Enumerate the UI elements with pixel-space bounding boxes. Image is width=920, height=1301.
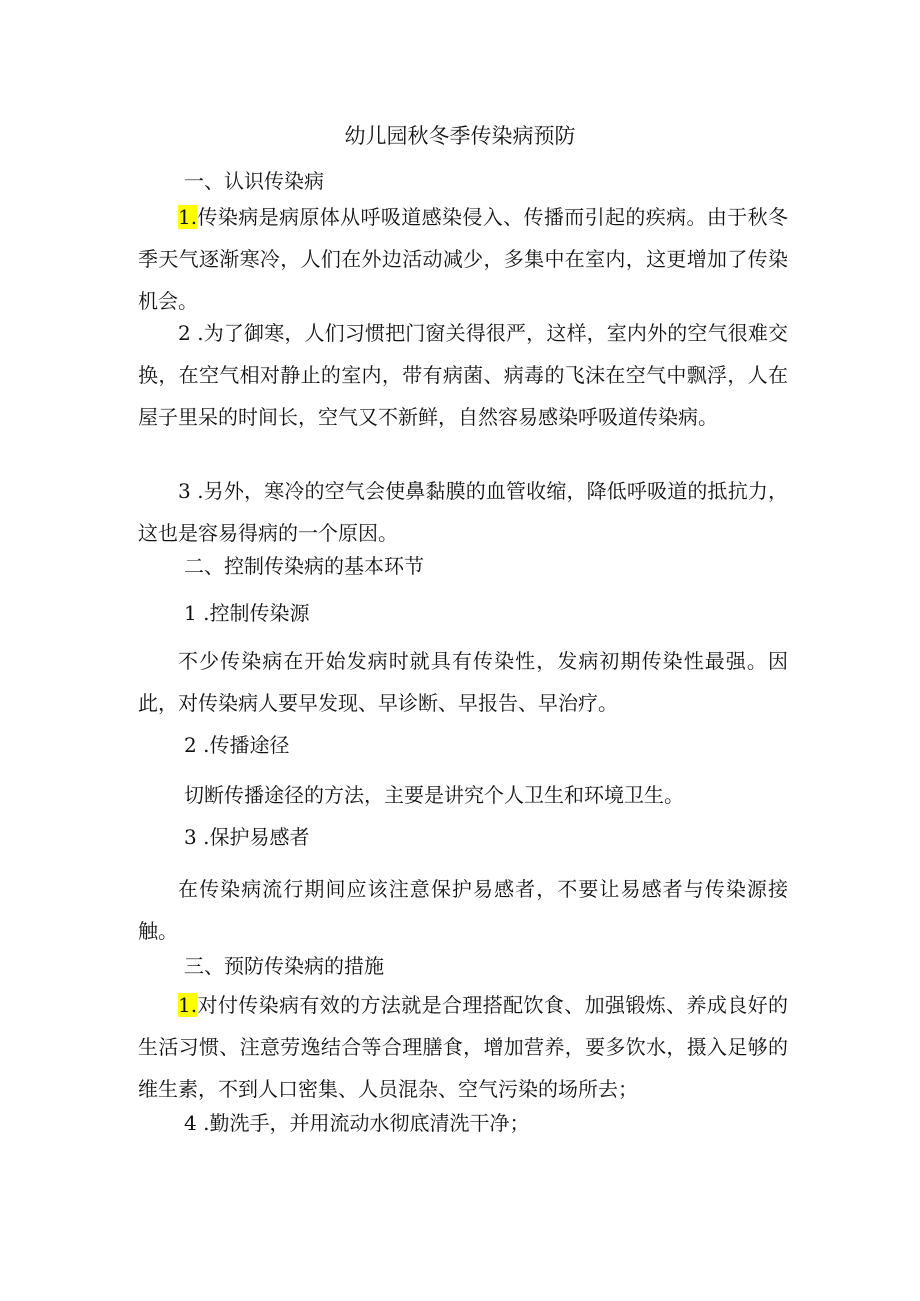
section-3-heading: 三、预防传染病的措施: [184, 954, 384, 978]
section-2-body-2: 切断传播途径的方法，主要是讲究个人卫生和环境卫生。: [184, 783, 684, 807]
section-3-item-1: [138, 984, 788, 1110]
section-3-item-4: 4 .勤洗手，并用流动水彻底清洗干净；: [184, 1111, 530, 1135]
document-title: 幼儿园秋冬季传染病预防: [344, 124, 576, 148]
item-text: .另外，寒冷的空气会使鼻黏膜的血管收缩，降低呼吸道的抵抗力，这也是容易得病的一个原因。: [138, 479, 788, 545]
section-2-body-1: 不少传染病在开始发病时就具有传染性，发病初期传染性最强。因此，对传染病人要早发现、早诊断、早报告、早治疗。: [138, 649, 788, 715]
item-text: 对付传染病有效的方法就是合理搭配饮食、加强锻炼、养成良好的生活习惯、注意劳逸结合等合理膳食，增加营养，要多饮水，摄入足够的维生素，不到人口密集、人员混杂、空气污染的场所去；: [138, 993, 788, 1101]
section-2-sub-3: 3 .保护易感者: [184, 825, 310, 849]
item-number-highlighted: 1.: [178, 205, 198, 229]
item-number-highlighted: 1.: [178, 993, 198, 1017]
section-2-heading: 二、控制传染病的基本环节: [184, 554, 424, 578]
section-1-heading: 一、认识传染病: [184, 169, 324, 193]
section-2-sub-2: 2 .传播途径: [184, 733, 290, 757]
item-number: 3: [178, 479, 191, 503]
section-2-body-3: 在传染病流行期间应该注意保护易感者，不要让易感者与传染源接触。: [138, 877, 788, 943]
item-text: 传染病是病原体从呼吸道感染侵入、传播而引起的疾病。由于秋冬季天气逐渐寒冷，人们在外边活动减少，多集中在室内，这更增加了传染机会。: [138, 205, 788, 313]
section-2-sub-1: 1 .控制传染源: [184, 601, 310, 625]
section-1-item-1: [138, 196, 788, 322]
section-1-item-3: [138, 470, 788, 554]
item-text: .为了御寒，人们习惯把门窗关得很严，这样，室内外的空气很难交换，在空气相对静止的室内，带有病菌、病毒的飞沫在空气中飘浮，人在屋子里呆的时间长，空气又不新鲜，自然容易感染呼吸道传染病。: [138, 321, 788, 429]
section-1-item-2: [138, 312, 788, 438]
item-number: 2: [178, 321, 191, 345]
